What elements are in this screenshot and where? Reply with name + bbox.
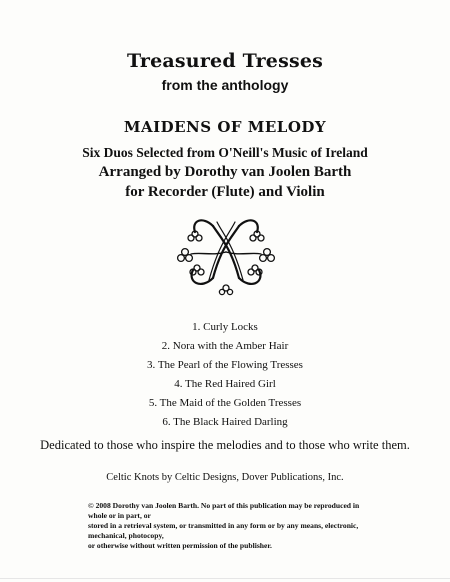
list-item: 4. The Red Haired Girl — [174, 378, 276, 390]
scan-edge-divider — [0, 578, 450, 579]
dedication: Dedicated to those who inspire the melodies and to those who write them. — [40, 438, 410, 452]
list-item: 5. The Maid of the Golden Tresses — [148, 397, 302, 409]
celtic-knot-icon — [173, 208, 279, 296]
description-instrumentation: for Recorder (Flute) and Violin — [125, 184, 325, 200]
contents-list — [0, 318, 450, 432]
copyright-line: © 2008 Dorothy van Joolen Barth. No part of this publication may be reproduced in whole or in part, or — [88, 501, 360, 520]
illustration-credit: Celtic Knots by Celtic Designs, Dover Publications, Inc. — [106, 472, 344, 483]
description-arranger: Arranged by Dorothy van Joolen Barth — [98, 164, 352, 180]
anthology-title: MAIDENS OF MELODY — [123, 118, 327, 136]
copyright-line: stored in a retrieval system, or transmitted in any form or by any means, electronic, mechanical, photocopy, — [88, 521, 359, 540]
page-title: Treasured Tresses — [126, 50, 324, 72]
list-item: 1. Curly Locks — [192, 321, 258, 333]
copyright-line: or otherwise without written permission of the publisher. — [88, 541, 272, 550]
copyright-notice — [88, 501, 378, 551]
list-item: 6. The Black Haired Darling — [162, 416, 288, 428]
list-item: 2. Nora with the Amber Hair — [161, 340, 289, 352]
subtitle: from the anthology — [161, 77, 289, 93]
description-selection: Six Duos Selected from O'Neill's Music of Ireland — [82, 145, 368, 160]
list-item: 3. The Pearl of the Flowing Tresses — [147, 359, 303, 371]
